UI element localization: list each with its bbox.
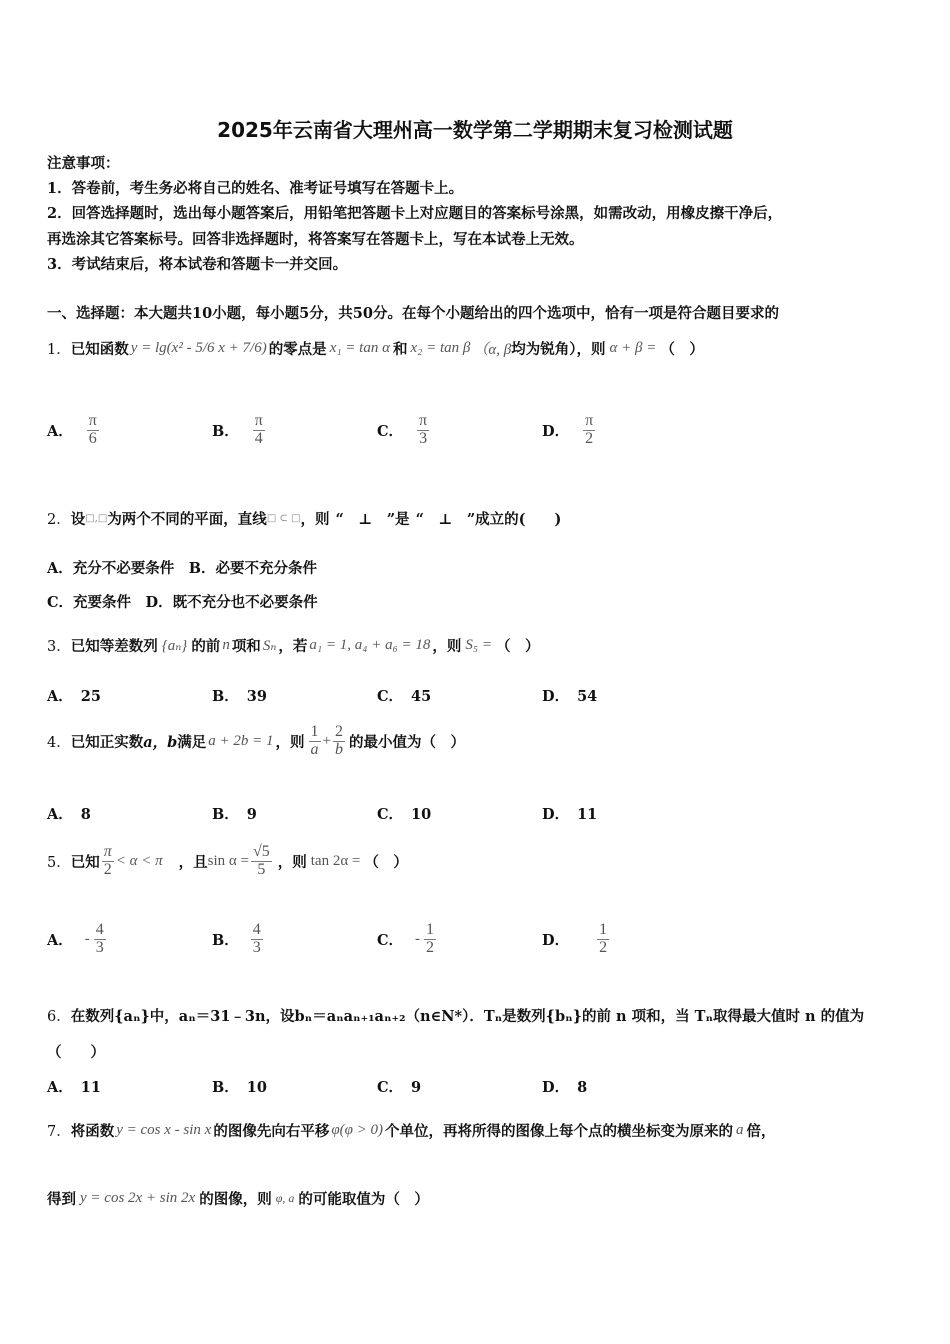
notice-item: 3．考试结束后，将本试卷和答题卡一并交回。 bbox=[47, 256, 348, 273]
q6-option-d[interactable]: D． 8 bbox=[542, 1079, 588, 1096]
q7-text: 个单位，再将所得的图像上每个点的横坐标变为原来的 bbox=[385, 1122, 734, 1140]
placeholder-glyph: □,□ bbox=[85, 513, 108, 524]
fraction: $\frac{\pi}{2}$ bbox=[103, 842, 112, 878]
q7-function: y = cos x - sin x bbox=[116, 1121, 212, 1138]
q1-x2: x₂ = tan β bbox=[410, 339, 471, 356]
question-number: 3． bbox=[47, 638, 71, 655]
q3-s5: S₅ = bbox=[465, 636, 493, 653]
q4-option-a[interactable]: A． 8 bbox=[47, 806, 91, 823]
option-fraction: $\frac{\pi}{3}$ bbox=[419, 412, 428, 447]
q1-option-d[interactable] bbox=[542, 413, 595, 448]
q7-text: 得到 bbox=[47, 1190, 76, 1208]
q3-n: n bbox=[222, 636, 230, 653]
q4-option-b[interactable]: B． 9 bbox=[212, 806, 257, 823]
q2-options-row[interactable]: C．充要条件 D．既不充分也不必要条件 bbox=[47, 594, 318, 611]
question-4 bbox=[47, 718, 465, 764]
page-title: 2025年云南省大理州高一数学第二学期期末复习检测试题 bbox=[217, 118, 733, 142]
q1-text: 的零点是 bbox=[268, 340, 327, 358]
question-number: 5． bbox=[47, 854, 71, 871]
q4-option-d[interactable]: D． 11 bbox=[542, 806, 598, 823]
option-label: B． bbox=[212, 422, 239, 440]
q1-option-b[interactable] bbox=[212, 413, 265, 448]
q7-text: 倍， bbox=[746, 1122, 776, 1140]
q3-text: 已知等差数列 bbox=[70, 637, 158, 655]
question-number: 7． bbox=[47, 1123, 71, 1140]
q5-option-d[interactable]: D． $\frac{1}{2}$ bbox=[542, 921, 608, 956]
q5-tan: tan 2α = bbox=[310, 852, 361, 869]
q5-sin: sin α = bbox=[207, 852, 249, 869]
option-fraction: $\frac{\pi}{2}$ bbox=[585, 412, 594, 447]
option-label: C． bbox=[377, 422, 404, 440]
q3-option-a[interactable]: A． 25 bbox=[47, 688, 101, 705]
q5-text: ，且 bbox=[178, 853, 208, 871]
question-5 bbox=[47, 838, 408, 884]
q3-condition: a₁ = 1, a₄ + a₆ = 18 bbox=[309, 636, 431, 653]
q2-text: ，则 bbox=[300, 511, 330, 528]
q7-a: a bbox=[736, 1121, 744, 1138]
q1-function: y = lg(x² - 5/6 x + 7/6) bbox=[130, 339, 267, 356]
question-3 bbox=[47, 625, 540, 665]
q6-option-a[interactable]: A． 11 bbox=[47, 1079, 101, 1096]
q4-condition: a + 2b = 1 bbox=[208, 732, 274, 749]
q5-option-a[interactable]: A． - $\frac{4}{3}$ bbox=[47, 921, 104, 956]
q1-x1: x₁ = tan α bbox=[329, 339, 390, 356]
q3-option-b[interactable]: B． 39 bbox=[212, 688, 267, 705]
q6-text: 在数列{aₙ}中，aₙ＝31﹣3n，设bₙ＝aₙaₙ₊₁aₙ₊₂（n∈N*）．Tₙ是数列{bₙ}的前 n 项和，当 Tₙ取得最大值时 n 的值为 bbox=[70, 1008, 865, 1025]
q5-text: ，则 bbox=[277, 853, 307, 871]
q3-text: ，则 bbox=[432, 637, 462, 655]
question-number: 1． bbox=[47, 341, 71, 358]
q1-text: 已知函数 bbox=[70, 340, 129, 358]
question-number: 2． bbox=[47, 512, 71, 528]
option-label: D． bbox=[542, 422, 570, 440]
q3-text: 项和 bbox=[231, 637, 261, 655]
q4-text: 的最小值为（ ） bbox=[349, 733, 465, 751]
q3-seq: {aₙ} bbox=[161, 637, 188, 654]
question-1 bbox=[47, 326, 704, 370]
notice-heading: 注意事项： bbox=[47, 155, 120, 172]
q2-text: “ ⊥ ”是 bbox=[335, 511, 410, 528]
q3-option-c[interactable]: C． 45 bbox=[377, 688, 432, 705]
notice-item: 2．回答选择题时，选出每小题答案后，用铅笔把答题卡上对应题目的答案标号涂黑，如需改动，用橡皮擦干净后， bbox=[47, 205, 783, 222]
q7-text: 将函数 bbox=[70, 1122, 115, 1140]
answer-blank: （ ） bbox=[496, 637, 540, 655]
answer-blank: （ ） bbox=[364, 853, 408, 871]
q3-text: 的前 bbox=[191, 637, 221, 655]
fraction: $\frac{√5}{5}$ bbox=[252, 842, 270, 878]
q2-text: “ ⊥ ”成立的( ) bbox=[415, 511, 562, 528]
q7-params: φ, a bbox=[275, 1190, 295, 1205]
q5-range: < α < π bbox=[115, 852, 163, 869]
fraction: $\frac{2}{b}$ bbox=[335, 722, 343, 758]
section-heading: 一、选择题：本大题共10小题，每小题5分，共50分。在每个小题给出的四个选项中，恰有一项是符合题目要求的 bbox=[47, 305, 779, 322]
q7-text: 的可能取值为（ ） bbox=[298, 1190, 429, 1208]
fraction: $\frac{1}{a}$ bbox=[310, 722, 319, 758]
q2-options-row[interactable]: A．充分不必要条件 B．必要不充分条件 bbox=[47, 560, 318, 577]
q6-option-b[interactable]: B． 10 bbox=[212, 1079, 267, 1096]
notice-item: 再选涂其它答案标号。回答非选择题时，将答案写在答题卡上，写在本试卷上无效。 bbox=[47, 231, 584, 248]
q5-option-b[interactable]: B． $\frac{4}{3}$ bbox=[212, 921, 261, 956]
q1-text: 均为锐角），则 bbox=[511, 340, 606, 358]
placeholder-glyph: □ ⊂ □ bbox=[266, 513, 301, 524]
q5-text: 已知 bbox=[70, 853, 100, 871]
q4-ab: a，b bbox=[143, 733, 178, 751]
q7-text: 的图像先向右平移 bbox=[213, 1122, 330, 1140]
q7-function: y = cos 2x + sin 2x bbox=[80, 1189, 196, 1206]
question-6 bbox=[47, 1005, 864, 1026]
q1-text: （α, β bbox=[473, 341, 512, 358]
question-7-line-2 bbox=[47, 1180, 429, 1216]
answer-blank: （ ） bbox=[47, 1044, 105, 1061]
question-number: 6． bbox=[47, 1009, 71, 1025]
option-fraction: $\frac{\pi}{6}$ bbox=[88, 412, 97, 447]
q4-text: ，则 bbox=[275, 733, 305, 751]
notice-item: 1．答卷前，考生务必将自己的姓名、准考证号填写在答题卡上。 bbox=[47, 180, 464, 197]
q4-text: 满足 bbox=[177, 733, 207, 751]
q6-option-c[interactable]: C． 9 bbox=[377, 1079, 422, 1096]
q2-text: 为两个不同的平面，直线 bbox=[107, 511, 267, 528]
answer-blank: （ ） bbox=[660, 340, 704, 358]
q4-option-c[interactable]: C． 10 bbox=[377, 806, 432, 823]
question-2 bbox=[47, 508, 561, 529]
q7-phi: φ(φ > 0) bbox=[331, 1121, 384, 1138]
q1-text: 和 bbox=[392, 340, 408, 358]
q7-text: 的图像，则 bbox=[199, 1190, 272, 1208]
plus-sign: + bbox=[322, 732, 331, 749]
q1-expr: α + β = bbox=[609, 339, 657, 356]
q3-text: ，若 bbox=[278, 637, 308, 655]
q1-option-c[interactable] bbox=[377, 413, 429, 448]
question-7 bbox=[47, 1112, 776, 1148]
q5-option-c[interactable]: C． - $\frac{1}{2}$ bbox=[377, 921, 435, 956]
q1-option-a[interactable] bbox=[47, 413, 99, 448]
option-fraction: $\frac{\pi}{4}$ bbox=[254, 412, 263, 447]
option-label: A． bbox=[47, 422, 73, 440]
q2-text: 设 bbox=[70, 511, 86, 528]
q4-text: 已知正实数 bbox=[70, 733, 144, 751]
q3-sn: Sₙ bbox=[262, 637, 277, 654]
question-number: 4． bbox=[47, 734, 71, 751]
q3-option-d[interactable]: D． 54 bbox=[542, 688, 598, 705]
